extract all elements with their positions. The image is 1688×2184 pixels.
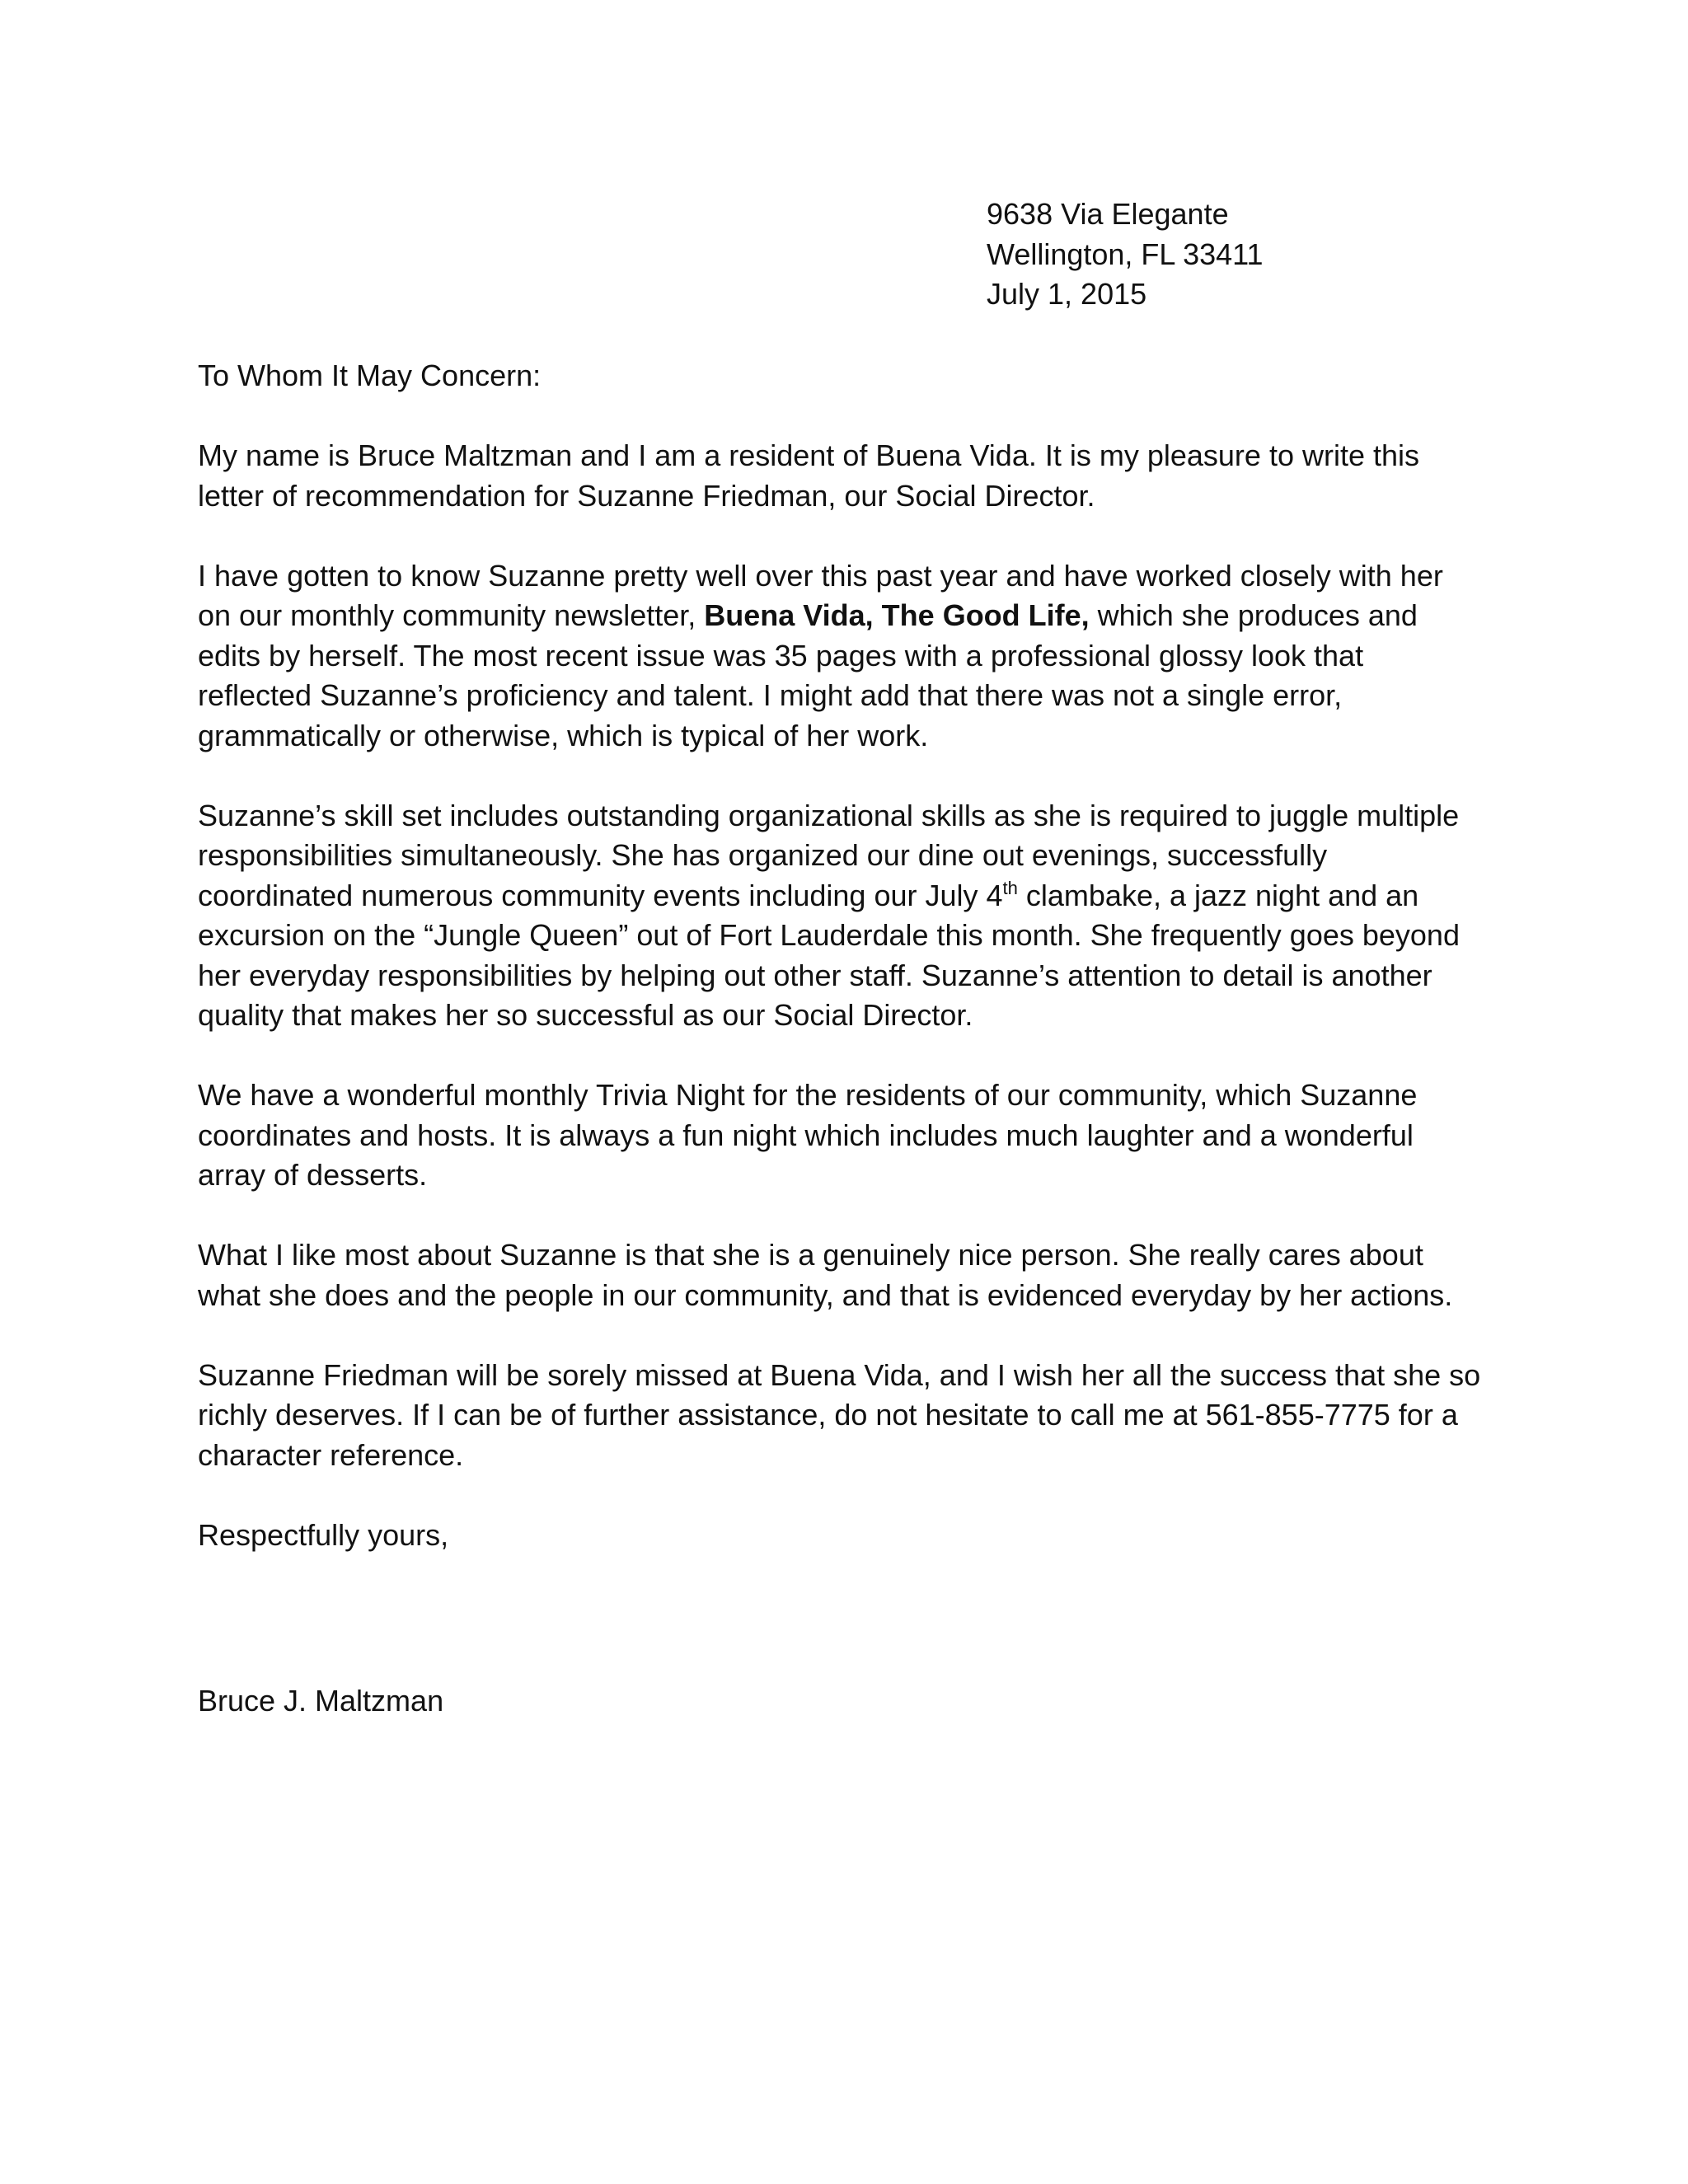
paragraph-intro: My name is Bruce Maltzman and I am a resident of Buena Vida. It is my pleasure to write this letter of recommendation for Suzanne Friedman, our Social Director. (198, 438, 1419, 513)
paragraph-newsletter (198, 556, 1484, 757)
paragraph-skills (198, 796, 1484, 1036)
letter-body (198, 356, 1484, 1596)
signature-name: Bruce J. Maltzman (198, 1684, 444, 1718)
paragraph-newsletter-text-1: I have gotten to know Suzanne pretty well over this past year and have worked closely with her on our monthly community newsletter, (198, 558, 1443, 632)
paragraph-skills-text-2: clambake, a jazz night and an excursion on the “Jungle Queen” out of Fort Lauderdale this month. She frequently goes beyond her everyday responsibilities by helping out other staff. Suzanne’s attention to detail is another quality that makes her so successful as our Social Director. (198, 878, 1460, 1032)
ordinal-suffix: th (1002, 877, 1018, 898)
address-street: 9638 Via Elegante (987, 197, 1229, 231)
letter-date: July 1, 2015 (987, 277, 1147, 311)
paragraph-newsletter-text-2: which she produces and edits by herself. The most recent issue was 35 pages with a professional glossy look that reflected Suzanne’s proficiency and talent. I might add that there was not a single error, grammatically or otherwise, which is typical of her work. (198, 598, 1418, 752)
address-city: Wellington, FL 33411 (987, 237, 1264, 271)
newsletter-title: Buena Vida, The Good Life, (704, 598, 1090, 632)
paragraph-trivia: We have a wonderful monthly Trivia Night for the residents of our community, which Suzanne coordinates and hosts. It is always a fun night which includes much laughter and a wonderful array of desserts. (198, 1078, 1418, 1192)
paragraph-farewell: Suzanne Friedman will be sorely missed at Buena Vida, and I wish her all the success that she so richly deserves. If I can be of further assistance, do not hesitate to call me at 561-855-7775 for a character reference. (198, 1357, 1481, 1472)
closing: Respectfully yours, (198, 1517, 449, 1552)
salutation: To Whom It May Concern: (198, 359, 542, 392)
paragraph-skills-text-1: Suzanne’s skill set includes outstanding organizational skills as she is required to juggle multiple responsibilities simultaneously. She has organized our dine out evenings, successfully coordinated numerous community events including our July 4 (198, 798, 1460, 912)
paragraph-character: What I like most about Suzanne is that she is a genuinely nice person. She really cares about what she does and the people in our community, and that is evidenced everyday by her actions. (198, 1238, 1453, 1312)
sender-address-block (987, 194, 1264, 315)
